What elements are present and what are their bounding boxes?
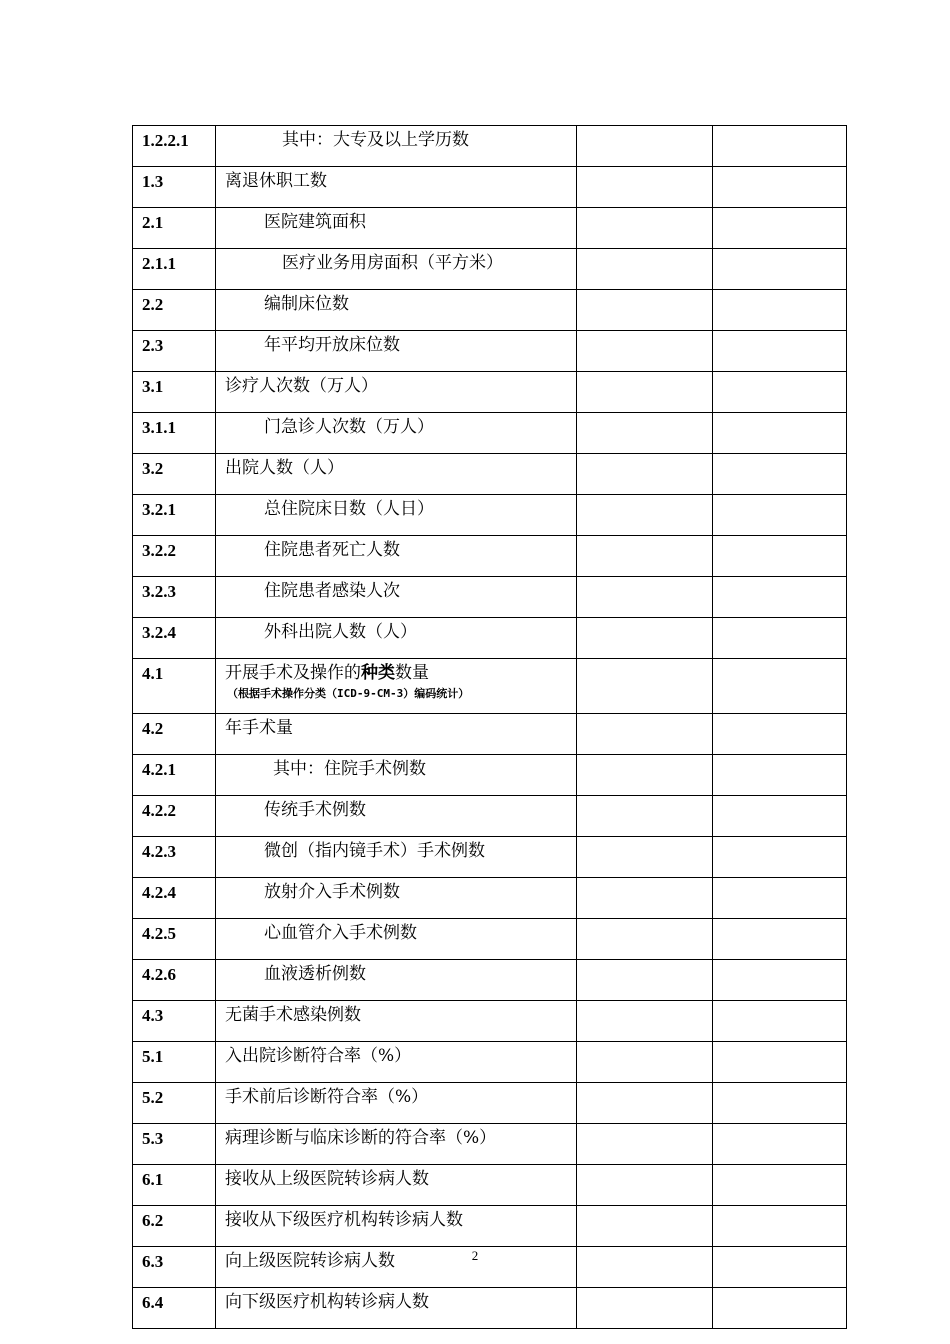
row-label — [216, 126, 577, 167]
row-code: 4.2.3 — [133, 837, 216, 878]
row-code: 3.2 — [133, 454, 216, 495]
row-label — [216, 919, 577, 960]
table-row — [133, 495, 847, 536]
row-label — [216, 454, 577, 495]
value-cell-1 — [577, 1206, 713, 1247]
row-label-text: 其中：大专及以上学历数 — [282, 130, 469, 150]
row-label — [216, 413, 577, 454]
row-label — [216, 577, 577, 618]
value-cell-1 — [577, 618, 713, 659]
value-cell-1 — [577, 331, 713, 372]
value-cell-2 — [713, 618, 847, 659]
table-row — [133, 1165, 847, 1206]
row-label-text: 住院患者感染人次 — [264, 581, 400, 601]
table-row — [133, 331, 847, 372]
row-code: 4.2.5 — [133, 919, 216, 960]
row-label — [216, 1206, 577, 1247]
row-label — [216, 837, 577, 878]
row-code: 4.2.6 — [133, 960, 216, 1001]
value-cell-1 — [577, 1083, 713, 1124]
row-label-text: 住院患者死亡人数 — [264, 540, 400, 560]
row-code: 4.2.2 — [133, 796, 216, 837]
row-label — [216, 167, 577, 208]
table-row — [133, 1288, 847, 1329]
value-cell-2 — [713, 1124, 847, 1165]
value-cell-1 — [577, 372, 713, 413]
value-cell-2 — [713, 1288, 847, 1329]
value-cell-2 — [713, 208, 847, 249]
value-cell-1 — [577, 659, 713, 714]
table-body — [133, 126, 847, 1329]
value-cell-1 — [577, 413, 713, 454]
table-row — [133, 1001, 847, 1042]
row-label — [216, 618, 577, 659]
row-code: 6.3 — [133, 1247, 216, 1288]
row-code: 4.2 — [133, 714, 216, 755]
row-note: （根据手术操作分类（ICD-9-CM-3）编码统计） — [227, 687, 470, 700]
row-code: 2.2 — [133, 290, 216, 331]
table-row — [133, 413, 847, 454]
row-label — [216, 1042, 577, 1083]
value-cell-1 — [577, 714, 713, 755]
row-label — [216, 659, 577, 714]
table-row — [133, 249, 847, 290]
value-cell-2 — [713, 495, 847, 536]
row-label-text: 微创（指内镜手术）手术例数 — [264, 841, 485, 861]
row-label-text: 接收从上级医院转诊病人数 — [225, 1169, 429, 1189]
row-label-text: 其中：住院手术例数 — [273, 759, 426, 779]
row-label — [216, 796, 577, 837]
value-cell-2 — [713, 126, 847, 167]
value-cell-2 — [713, 755, 847, 796]
table-row — [133, 290, 847, 331]
row-label — [216, 208, 577, 249]
row-label — [216, 372, 577, 413]
table-row — [133, 618, 847, 659]
row-label-emphasis: 种类 — [361, 663, 395, 683]
value-cell-2 — [713, 714, 847, 755]
value-cell-2 — [713, 1165, 847, 1206]
row-code: 5.3 — [133, 1124, 216, 1165]
table-row — [133, 167, 847, 208]
value-cell-1 — [577, 167, 713, 208]
row-label-text: 入出院诊断符合率（%） — [225, 1046, 412, 1066]
value-cell-2 — [713, 1206, 847, 1247]
value-cell-2 — [713, 1083, 847, 1124]
value-cell-2 — [713, 413, 847, 454]
value-cell-2 — [713, 1042, 847, 1083]
row-code: 5.1 — [133, 1042, 216, 1083]
table-row — [133, 372, 847, 413]
value-cell-1 — [577, 1124, 713, 1165]
table-row — [133, 796, 847, 837]
row-code: 3.2.4 — [133, 618, 216, 659]
row-label — [216, 878, 577, 919]
row-label — [216, 1288, 577, 1329]
value-cell-2 — [713, 372, 847, 413]
value-cell-2 — [713, 1001, 847, 1042]
table-row — [133, 577, 847, 618]
row-label — [216, 714, 577, 755]
row-label-text: 无菌手术感染例数 — [225, 1005, 361, 1025]
table-row — [133, 126, 847, 167]
value-cell-1 — [577, 878, 713, 919]
value-cell-2 — [713, 837, 847, 878]
row-label-text: 传统手术例数 — [264, 800, 366, 820]
table-row — [133, 536, 847, 577]
value-cell-1 — [577, 126, 713, 167]
row-label-text: 编制床位数 — [264, 294, 349, 314]
value-cell-1 — [577, 290, 713, 331]
row-label — [216, 495, 577, 536]
table-row — [133, 878, 847, 919]
table-row — [133, 714, 847, 755]
table-row — [133, 208, 847, 249]
row-label-text: 开展手术及操作的 — [225, 663, 361, 683]
row-code: 6.1 — [133, 1165, 216, 1206]
row-label-text: 接收从下级医疗机构转诊病人数 — [225, 1210, 463, 1230]
table-row — [133, 1206, 847, 1247]
row-code: 6.4 — [133, 1288, 216, 1329]
value-cell-1 — [577, 796, 713, 837]
value-cell-1 — [577, 536, 713, 577]
table-row — [133, 960, 847, 1001]
value-cell-2 — [713, 454, 847, 495]
value-cell-2 — [713, 659, 847, 714]
value-cell-2 — [713, 796, 847, 837]
row-code: 3.1.1 — [133, 413, 216, 454]
row-label-text: 外科出院人数（人） — [264, 622, 417, 642]
table-row — [133, 919, 847, 960]
table-row — [133, 454, 847, 495]
row-code: 2.1 — [133, 208, 216, 249]
page-number: 2 — [471, 1248, 479, 1263]
row-label-text: 医院建筑面积 — [264, 212, 366, 232]
row-label-text: 向下级医疗机构转诊病人数 — [225, 1292, 429, 1312]
row-code: 1.2.2.1 — [133, 126, 216, 167]
row-label-text: 门急诊人次数（万人） — [264, 417, 434, 437]
row-code: 3.2.2 — [133, 536, 216, 577]
row-code: 2.1.1 — [133, 249, 216, 290]
row-label-text: 数量 — [395, 663, 429, 683]
row-label-text: 总住院床日数（人日） — [264, 499, 434, 519]
value-cell-1 — [577, 249, 713, 290]
row-label-text: 诊疗人次数（万人） — [225, 376, 378, 396]
row-label-text: 血液透析例数 — [264, 964, 366, 984]
value-cell-1 — [577, 919, 713, 960]
row-label — [216, 1083, 577, 1124]
value-cell-1 — [577, 1001, 713, 1042]
row-code: 3.2.3 — [133, 577, 216, 618]
value-cell-2 — [713, 331, 847, 372]
row-label — [216, 755, 577, 796]
table-row — [133, 755, 847, 796]
row-label-text: 年手术量 — [225, 718, 293, 738]
row-label — [216, 536, 577, 577]
value-cell-1 — [577, 454, 713, 495]
row-label-text: 向上级医院转诊病人数 — [225, 1251, 395, 1271]
statistics-table — [132, 125, 847, 1329]
row-code: 3.1 — [133, 372, 216, 413]
row-label — [216, 1124, 577, 1165]
row-code: 2.3 — [133, 331, 216, 372]
row-label-text: 病理诊断与临床诊断的符合率（%） — [225, 1128, 497, 1148]
row-label — [216, 331, 577, 372]
row-code: 5.2 — [133, 1083, 216, 1124]
row-code: 3.2.1 — [133, 495, 216, 536]
table-row — [133, 1083, 847, 1124]
row-code: 4.2.4 — [133, 878, 216, 919]
row-label-text: 医疗业务用房面积（平方米） — [282, 253, 503, 273]
table-row — [133, 1124, 847, 1165]
row-label — [216, 290, 577, 331]
row-label — [216, 960, 577, 1001]
value-cell-1 — [577, 495, 713, 536]
row-code: 4.1 — [133, 659, 216, 714]
value-cell-1 — [577, 1165, 713, 1206]
row-code: 4.3 — [133, 1001, 216, 1042]
value-cell-2 — [713, 577, 847, 618]
value-cell-2 — [713, 249, 847, 290]
value-cell-1 — [577, 1042, 713, 1083]
table-row — [133, 837, 847, 878]
row-label — [216, 1001, 577, 1042]
row-label-text: 出院人数（人） — [225, 458, 344, 478]
value-cell-1 — [577, 577, 713, 618]
value-cell-2 — [713, 878, 847, 919]
row-label — [216, 1165, 577, 1206]
value-cell-1 — [577, 755, 713, 796]
row-code: 4.2.1 — [133, 755, 216, 796]
value-cell-2 — [713, 919, 847, 960]
value-cell-1 — [577, 837, 713, 878]
value-cell-2 — [713, 290, 847, 331]
row-label-text: 心血管介入手术例数 — [264, 923, 417, 943]
row-code: 6.2 — [133, 1206, 216, 1247]
table-row — [133, 1042, 847, 1083]
row-label — [216, 249, 577, 290]
value-cell-2 — [713, 960, 847, 1001]
row-code: 1.3 — [133, 167, 216, 208]
value-cell-1 — [577, 1288, 713, 1329]
table-row — [133, 659, 847, 714]
row-label-text: 手术前后诊断符合率（%） — [225, 1087, 429, 1107]
value-cell-1 — [577, 208, 713, 249]
value-cell-2 — [713, 536, 847, 577]
value-cell-1 — [577, 960, 713, 1001]
value-cell-2 — [713, 167, 847, 208]
row-label-text: 放射介入手术例数 — [264, 882, 400, 902]
row-label-text: 离退休职工数 — [225, 171, 327, 191]
row-label-text: 年平均开放床位数 — [264, 335, 400, 355]
